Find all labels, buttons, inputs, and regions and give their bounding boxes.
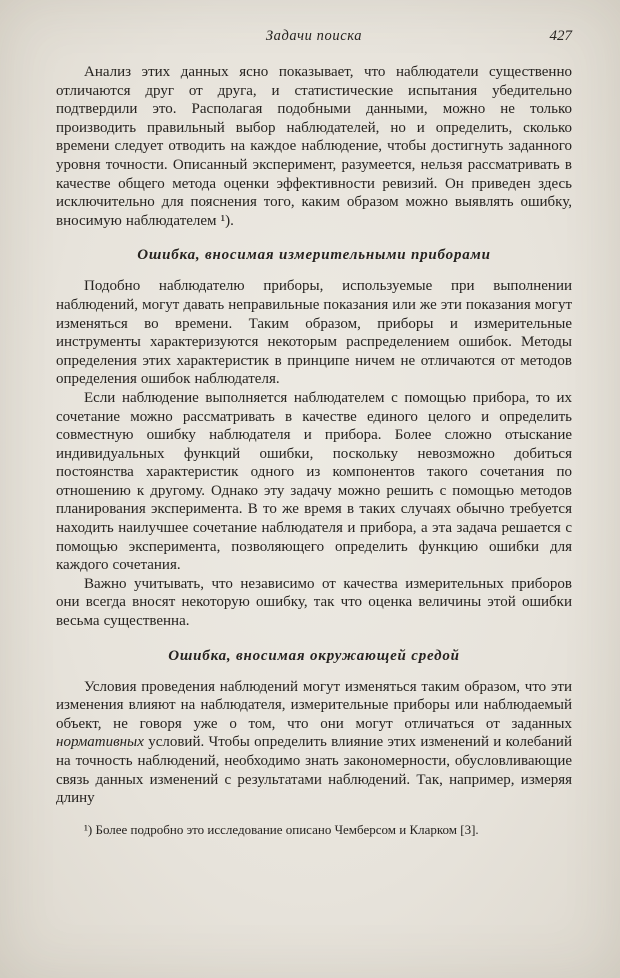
page-header — [56, 28, 572, 45]
paragraph-environment-conditions — [56, 678, 572, 808]
paragraph-text-after-emphasis: условий. Чтобы определить влияние этих изменений и колебаний на точность наблюдений, необходимо знать закономерности, обусловливающие связь данных изменений с результатами наблюдений. Так, например, измеряя длину — [56, 734, 572, 807]
running-head: Задачи поиска — [265, 28, 363, 44]
paragraph-text-before-emphasis: Условия проведения наблюдений могут изменяться таким образом, что эти изменения влияют на наблюдателя, измерительные приборы или наблюдаемый объект, не говоря уже о том, что они могут отличаться от заданных — [56, 678, 572, 732]
paragraph-error-estimation-importance: Важно учитывать, что независимо от качества измерительных приборов они всегда вносят некоторую ошибку, так что оценка величины этой ошибки весьма существенна. — [56, 575, 572, 630]
footnote: ¹) Более подробно это исследование описано Чемберсом и Кларком [3]. — [84, 821, 479, 837]
paragraph-instrument-readings: Подобно наблюдателю приборы, используемые при выполнении наблюдений, могут давать неправильные показания или же эти показания могут изменяться во времени. Таким образом, приборы и измерительные инструменты характеризуются некоторым распределением ошибок. Методы определения этих характеристик в принципе ничем не отличаются от методов определения ошибок наблюдателя. — [56, 278, 572, 388]
section-heading-instrument-error: Ошибка, вносимая измерительными приборами — [137, 247, 491, 264]
paragraph-observer-analysis: Анализ этих данных ясно показывает, что наблюдатели существенно отличаются друг от друга, и статистические испытания убедительно подтвердили это. Располагая подобными данными, можно не только производить правильный выбор наблюдателей, но и определить, сколько времени следует отводить на каждое наблюдение, чтобы достигнуть заданного уровня точности. Описанный эксперимент, разумеется, нельзя рассматривать в качестве общего метода оценки эффективности ревизий. Он приведен здесь исключительно для пояснения того, каким образом можно выявлять ошибку, вносимую наблюдателем ¹). — [56, 64, 572, 229]
paragraph-observer-instrument-combination: Если наблюдение выполняется наблюдателем с помощью прибора, то их сочетание можно рассматривать в качестве единого целого и определить совместную ошибку наблюдателя и прибора. Более сложно отыскание индивидуальных функций ошибки, поскольку невозможно добиться постоянства характеристик одного из компонентов такого сочетания по отношению к другому. Однако эту задачу можно решить с помощью методов планирования эксперимента. В то же время в таких случаях обычно требуется находить наилучшее сочетание наблюдателя и прибора, а эта задача решается с помощью эксперимента, позволяющего определить функцию ошибки для каждого сочетания. — [56, 389, 572, 574]
emphasized-term-normative: нормативных — [56, 734, 144, 751]
page-number: 427 — [549, 28, 572, 44]
section-heading-environment-error: Ошибка, вносимая окружающей средой — [168, 647, 460, 664]
